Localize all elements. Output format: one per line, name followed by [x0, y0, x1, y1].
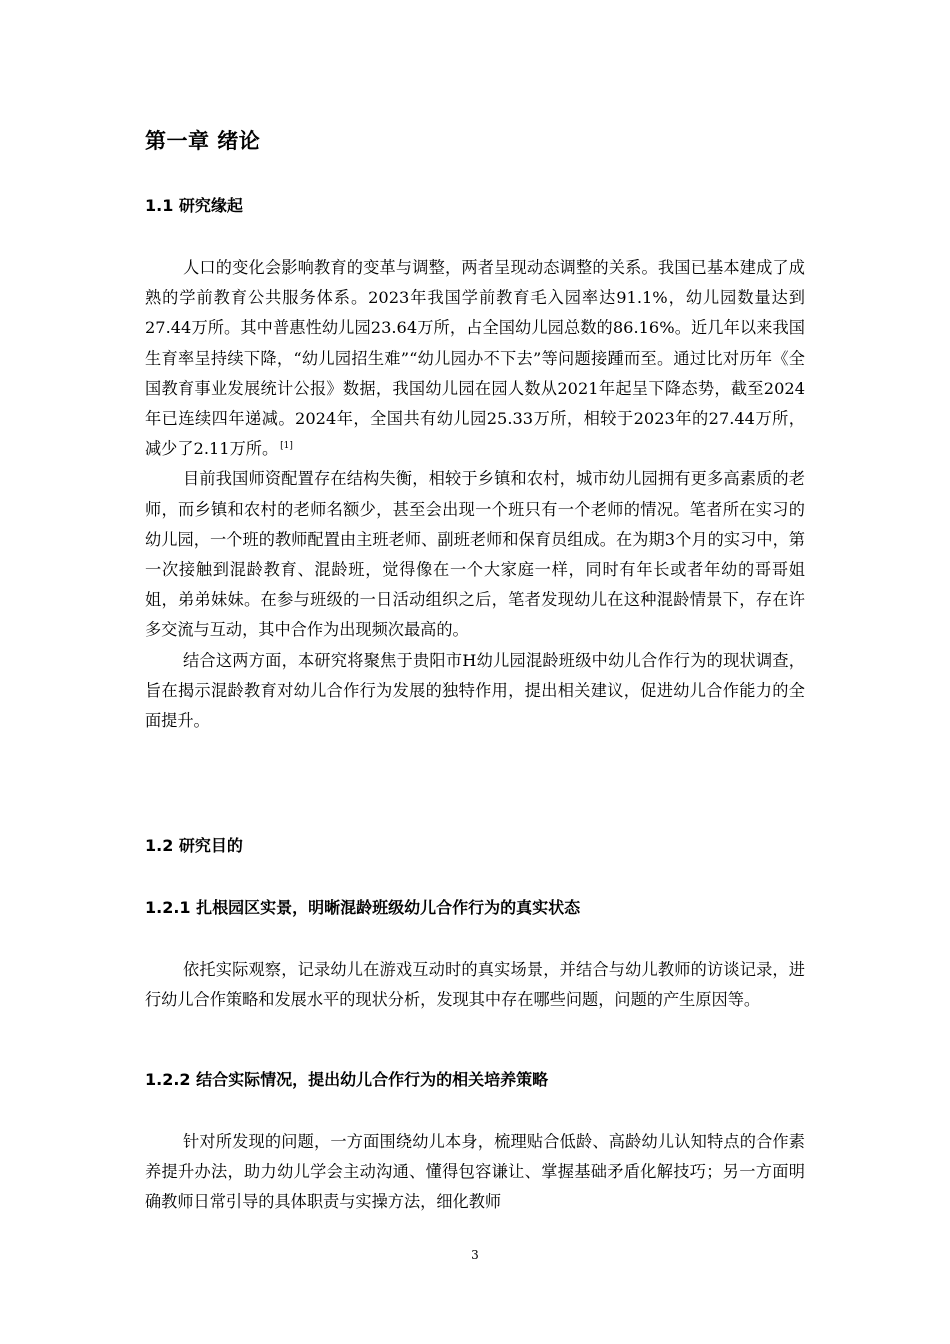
subsection-1-2-1-body [145, 955, 805, 1015]
paragraph [145, 253, 805, 464]
section-heading-1-1: 1.1 研究缘起 [145, 196, 243, 215]
citation-marker: [1] [280, 440, 293, 451]
page-number: 3 [471, 1248, 479, 1262]
subsection-heading-1-2-1: 1.2.1 扎根园区实景，明晰混龄班级幼儿合作行为的真实状态 [145, 898, 581, 917]
chapter-title: 第一章 绪论 [145, 129, 261, 153]
subsection-heading-1-2-2: 1.2.2 结合实际情况，提出幼儿合作行为的相关培养策略 [145, 1070, 549, 1089]
paragraph: 针对所发现的问题，一方面围绕幼儿本身，梳理贴合低龄、高龄幼儿认知特点的合作素养提升办法，助力幼儿学会主动沟通、懂得包容谦让、掌握基础矛盾化解技巧；另一方面明确教师日常引导的具体职责与实操方法，细化教师 [145, 1132, 805, 1212]
subsection-1-2-2-body [145, 1127, 805, 1218]
paragraph: 目前我国师资配置存在结构失衡，相较于乡镇和农村，城市幼儿园拥有更多高素质的老师，而乡镇和农村的老师名额少，甚至会出现一个班只有一个老师的情况。笔者所在实习的幼儿园，一个班的教师配置由主班老师、副班老师和保育员组成。在为期3个月的实习中，第一次接触到混龄教育、混龄班，觉得像在一个大家庭一样，同时有年长或者年幼的哥哥姐姐，弟弟妹妹。在参与班级的一日活动组织之后，笔者发现幼儿在这种混龄情景下，存在许多交流与互动，其中合作为出现频次最高的。 [145, 469, 805, 640]
section-heading-1-2: 1.2 研究目的 [145, 836, 243, 855]
section-1-1-body [145, 253, 805, 736]
paragraph: 依托实际观察，记录幼儿在游戏互动时的真实场景，并结合与幼儿教师的访谈记录，进行幼儿合作策略和发展水平的现状分析，发现其中存在哪些问题，问题的产生原因等。 [145, 960, 805, 1010]
paragraph: 结合这两方面，本研究将聚焦于贵阳市H幼儿园混龄班级中幼儿合作行为的现状调查，旨在揭示混龄教育对幼儿合作行为发展的独特作用，提出相关建议，促进幼儿合作能力的全面提升。 [145, 650, 805, 731]
paragraph-text: 人口的变化会影响教育的变革与调整，两者呈现动态调整的关系。我国已基本建成了成熟的学前教育公共服务体系。2023年我国学前教育毛入园率达91.1%，幼儿园数量达到27.44万所。其中普惠性幼儿园23.64万所，占全国幼儿园总数的86.16%。近几年以来我国生育率呈持续下降，“幼儿园招生难”“幼儿园办不下去”等问题接踵而至。通过比对历年《全国教育事业发展统计公报》数据，我国幼儿园在园人数从2021年起呈下降态势，截至2024年已连续四年递减。2024年，全国共有幼儿园25.33万所，相较于2023年的27.44万所，减少了2.11万所。 [145, 258, 805, 459]
